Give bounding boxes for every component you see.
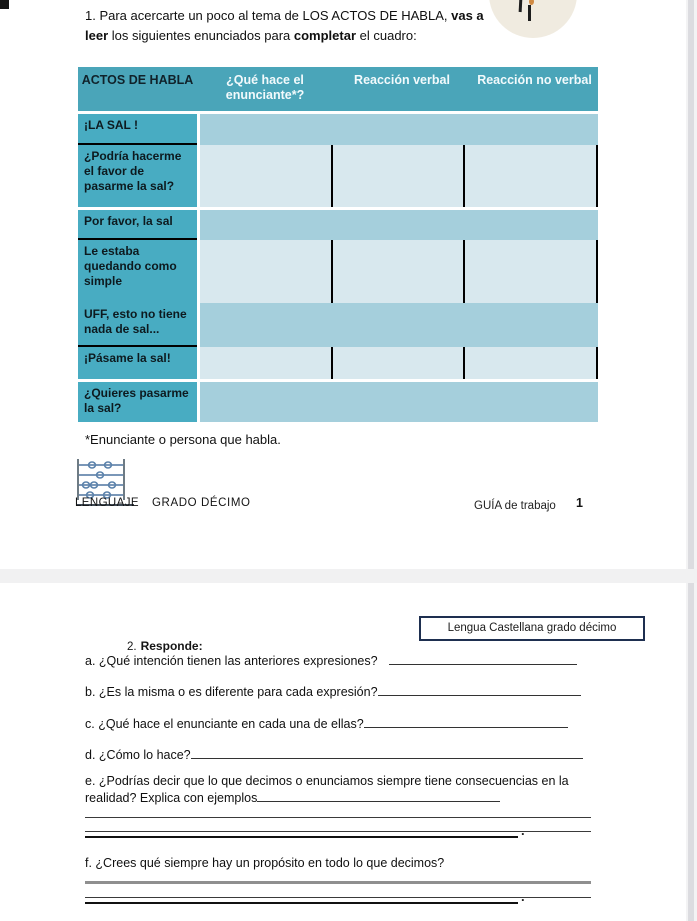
intro-segment-bold: vas a leer xyxy=(85,8,484,43)
answer-cells xyxy=(200,347,598,379)
table-row xyxy=(78,210,598,240)
answer-line xyxy=(389,654,577,665)
scrollbar[interactable] xyxy=(686,0,697,921)
question-text: ¿Qué hace el enunciante en cada una de ellas? xyxy=(94,717,364,731)
question-text: ¿Es la misma o es diferente para cada expresión? xyxy=(95,685,378,699)
answer-line xyxy=(378,685,581,696)
question-f xyxy=(85,855,595,872)
section-heading xyxy=(127,639,203,653)
footer-subject: LENGUAJE xyxy=(75,497,139,509)
row-label: Por favor, la sal xyxy=(78,210,197,240)
clipart-dot xyxy=(529,0,534,5)
section-number: 2. xyxy=(127,641,137,653)
speech-acts-table xyxy=(78,67,598,422)
question-id: c. xyxy=(85,717,95,731)
question-id: b. xyxy=(85,685,96,699)
answer-area-merged xyxy=(200,303,598,347)
answer-area-merged xyxy=(200,114,598,145)
line-period: . xyxy=(521,823,525,838)
table-row xyxy=(78,303,598,347)
line-period: . xyxy=(521,889,525,904)
answer-area-merged xyxy=(200,382,598,422)
row-label: ¡Pásame la sal! xyxy=(78,347,197,379)
table-row xyxy=(78,114,598,145)
answer-line xyxy=(191,748,583,759)
page-separator xyxy=(0,569,697,583)
question-a xyxy=(85,653,595,670)
corner-artifact xyxy=(0,0,9,9)
answer-cell xyxy=(463,347,596,379)
column-header-reaccion-no-verbal: Reacción no verbal xyxy=(477,73,592,87)
answer-line xyxy=(85,902,518,904)
column-header-reaccion-verbal: Reacción verbal xyxy=(354,73,450,87)
row-label: UFF, esto no tiene nada de sal... xyxy=(78,303,197,347)
answer-area-merged xyxy=(200,210,598,240)
row-label: ¿Quieres pasarme la sal? xyxy=(78,382,197,422)
answer-line xyxy=(257,791,500,802)
answer-cell xyxy=(200,240,331,303)
row-label: ¿Podría hacerme el favor de pasarme la sal? xyxy=(78,145,197,207)
answer-line xyxy=(85,881,591,884)
answer-cell xyxy=(331,145,464,207)
answer-cell xyxy=(331,347,464,379)
question-id: f. xyxy=(85,856,92,870)
question-d xyxy=(85,747,595,764)
answer-line xyxy=(85,831,591,832)
answer-cell xyxy=(463,240,596,303)
intro-segment: los siguientes enunciados para xyxy=(108,28,294,43)
instruction-text xyxy=(85,6,505,46)
column-header-actos: ACTOS DE HABLA xyxy=(81,73,194,87)
answer-cell xyxy=(331,240,464,303)
question-id: d. xyxy=(85,748,96,762)
abacus-icon xyxy=(74,456,128,502)
table-row xyxy=(78,347,598,379)
table-footnote: *Enunciante o persona que habla. xyxy=(85,432,281,447)
table-row xyxy=(78,382,598,422)
footer-page-number: 1 xyxy=(576,496,583,510)
question-id: a. xyxy=(85,654,96,668)
answer-cell xyxy=(200,347,331,379)
answer-line xyxy=(85,836,518,838)
question-text: ¿Qué intención tienen las anteriores expresiones? xyxy=(95,654,382,668)
question-text: ¿Podrías decir que lo que decimos o enunciamos siempre tiene consecuencias en la realidad? Explica con ejemplos xyxy=(85,774,569,805)
table-body xyxy=(78,114,598,422)
answer-cells xyxy=(200,145,598,207)
answer-line xyxy=(85,897,591,898)
question-c xyxy=(85,716,595,733)
footer-guide-label: GUÍA de trabajo xyxy=(474,500,556,512)
answer-line xyxy=(364,717,568,728)
intro-segment: el cuadro: xyxy=(356,28,417,43)
subject-badge: Lengua Castellana grado décimo xyxy=(419,616,645,641)
intro-segment-bold: completar xyxy=(293,28,357,43)
answer-cell xyxy=(463,145,596,207)
answer-cells xyxy=(200,240,598,303)
answer-cell xyxy=(200,145,331,207)
row-label: ¡LA SAL ! xyxy=(78,114,197,145)
footer-grade: GRADO DÉCIMO xyxy=(152,497,251,509)
table-row xyxy=(78,240,598,303)
clipart-mark xyxy=(528,5,531,21)
table-header-row xyxy=(78,67,598,111)
answer-line xyxy=(85,817,591,818)
row-label: Le estaba quedando como simple xyxy=(78,240,197,303)
section-title: Responde: xyxy=(140,639,203,653)
question-text: ¿Crees qué siempre hay un propósito en todo lo que decimos? xyxy=(91,856,445,870)
scrollbar-thumb[interactable] xyxy=(688,0,694,921)
clipart-mark xyxy=(519,0,523,12)
question-e xyxy=(85,773,591,807)
intro-segment: 1. Para acercarte un poco al tema de LOS ACTOS DE HABLA, xyxy=(85,8,452,23)
question-text: ¿Cómo lo hace? xyxy=(95,748,191,762)
column-header-enunciante: ¿Qué hace el enunciante*? xyxy=(225,73,305,102)
question-b xyxy=(85,684,595,701)
question-id: e. xyxy=(85,774,96,788)
table-row xyxy=(78,145,598,207)
